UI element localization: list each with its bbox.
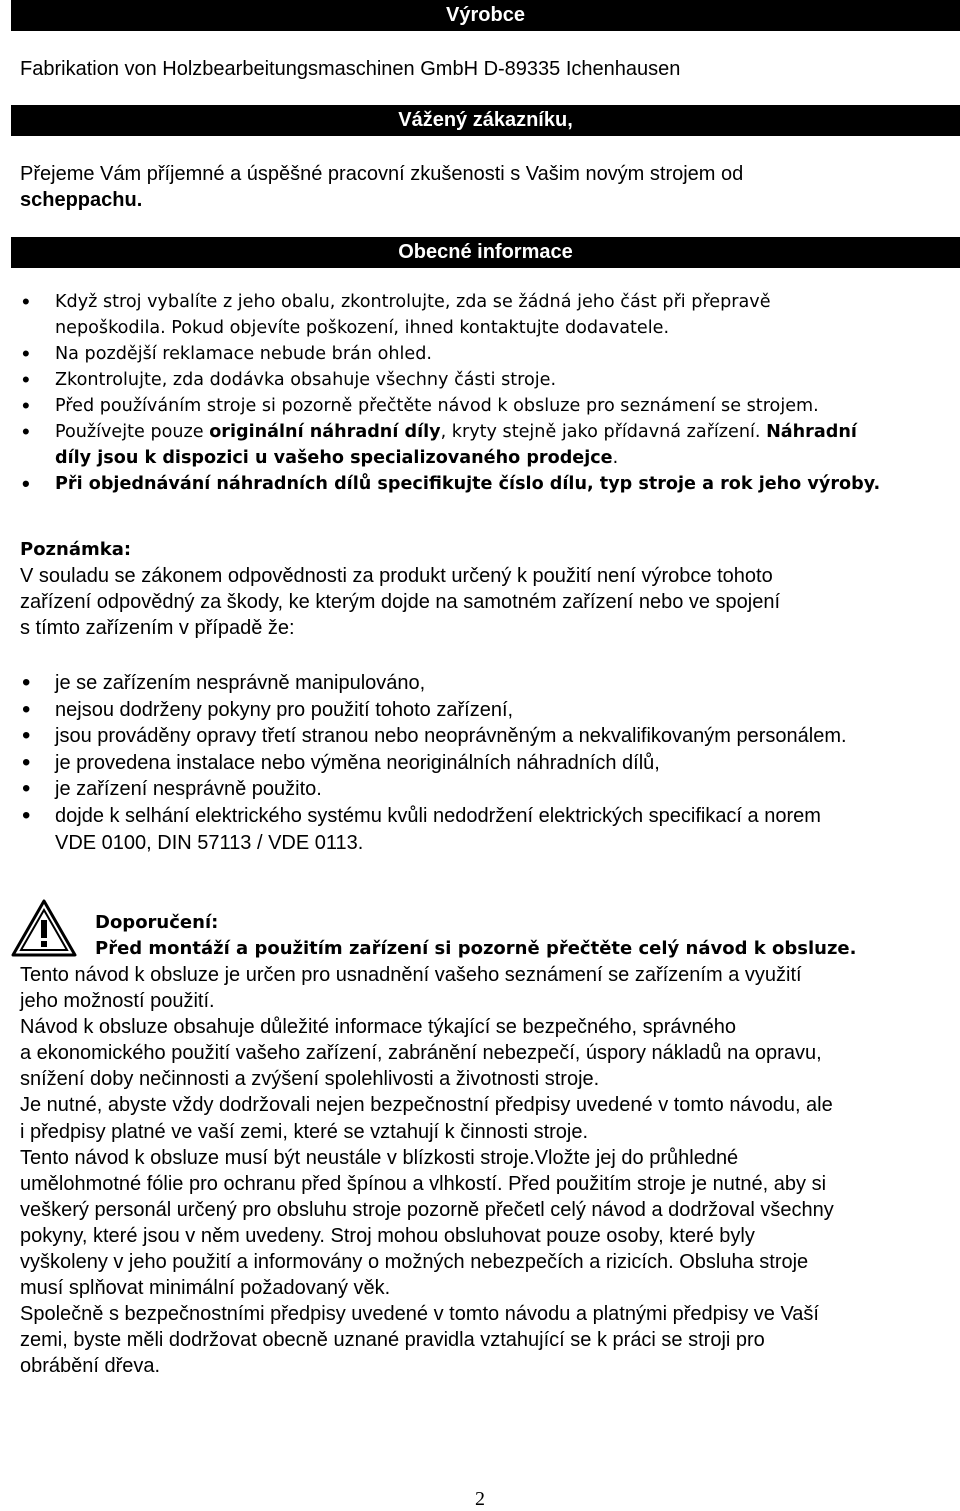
note-line-3: s tímto zařízením v případě že: [20, 617, 295, 639]
recommendation-heading: Doporučení: [95, 912, 219, 933]
body-line: pokyny, které jsou v něm uvedeny. Stroj mohou obsluhovat pouze osoby, které byly [20, 1224, 755, 1247]
body-line: musí splňovat minimální požadovaný věk. [20, 1277, 391, 1300]
list-item-text: Zkontrolujte, zda dodávka obsahuje všechny části stroje. [55, 370, 557, 390]
body-line: a ekonomického použití vašeho zařízení, zabránění nebezpečí, úspory nákladů na opravu, [20, 1042, 822, 1065]
list-item-text: VDE 0100, DIN 57113 / VDE 0113. [55, 831, 364, 854]
list-item: • nejsou dodrženy pokyny pro použití tohoto zařízení, [20, 697, 952, 724]
list-item [20, 367, 952, 393]
section-heading-general: Obecné informace [11, 237, 960, 268]
greeting-line-2: scheppachu. [20, 189, 143, 211]
list-item-text: Když stroj vybalíte z jeho obalu, zkontrolujte, zda se žádná jeho část při přepravě [55, 292, 771, 312]
page-number: 2 [475, 1488, 485, 1510]
list-item-text: , kryty stejně jako přídavná zařízení. [440, 422, 767, 442]
body-line: i předpisy platné ve vaší zemi, které se vztahují k činnosti stroje. [20, 1120, 589, 1143]
general-info-list [20, 289, 952, 497]
note-line-2: zařízení odpovědný za škody, ke kterým dojde na samotném zařízení nebo ve spojení [20, 591, 781, 613]
manufacturer-text: Fabrikation von Holzbearbeitungsmaschinen GmbH D-89335 Ichenhausen [20, 58, 681, 80]
list-item [20, 341, 952, 367]
note-line-1: V souladu se zákonem odpovědnosti za produkt určený k použití není výrobce tohoto [20, 565, 773, 587]
list-item-text: Na pozdější reklamace nebude brán ohled. [55, 344, 432, 364]
warning-triangle-icon [10, 898, 78, 958]
list-item-emphasis: díly jsou k dispozici u vašeho specializovaného prodejce [55, 448, 613, 468]
body-line: Návod k obsluze obsahuje důležité informace týkající se bezpečného, správného [20, 1016, 736, 1039]
body-line: snížení doby nečinnosti a zvýšení spolehlivosti a životnosti stroje. [20, 1068, 600, 1091]
section-heading-manufacturer: Výrobce [11, 0, 960, 31]
list-item: • je se zařízením nesprávně manipulováno, [20, 670, 952, 697]
list-item-emphasis: originální náhradní díly [209, 422, 441, 442]
greeting-line-1: Přejeme Vám příjemné a úspěšné pracovní zkušenosti s Vašim novým strojem od [20, 163, 744, 185]
list-item [20, 419, 952, 471]
list-item-text: . [612, 448, 619, 468]
body-line: obrábění dřeva. [20, 1355, 161, 1378]
list-item: • je provedena instalace nebo výměna neoriginálních náhradních dílů, [20, 750, 952, 777]
section-heading-greeting: Vážený zákazníku, [11, 105, 960, 136]
list-item-text: Před používáním stroje si pozorně přečtěte návod k obsluze pro seznámení se strojem. [55, 396, 819, 416]
list-item [20, 803, 952, 856]
list-item-text: Používejte pouze [55, 422, 210, 442]
list-item: • jsou prováděny opravy třetí stranou nebo neoprávněným a nekvalifikovaným personálem. [20, 723, 952, 750]
body-line: umělohmotné fólie pro ochranu před špínou a vlhkostí. Před použitím stroje je nutné, aby si [20, 1172, 827, 1195]
list-item [20, 471, 952, 497]
liability-exclusions-list [20, 670, 952, 856]
body-line: vyškoleny v jeho použití a informovány o možných nebezpečích a rizicích. Obsluha stroje [20, 1251, 809, 1274]
list-item-emphasis: Náhradní [766, 422, 857, 442]
body-line: jeho možností použití. [20, 990, 215, 1013]
body-line: Společně s bezpečnostními předpisy uvedené v tomto návodu a platnými předpisy ve Vaší [20, 1303, 819, 1326]
body-line: veškerý personál určený pro obsluhu stroje pozorně přečetl celý návod a dodržoval všechny [20, 1198, 834, 1221]
list-item-text: Při objednávání náhradních dílů specifikujte číslo dílu, typ stroje a rok jeho výroby. [55, 474, 881, 494]
body-line: zemi, byste měli dodržovat obecně uznané pravidla vztahující se k práci se stroji pro [20, 1329, 765, 1352]
body-line: Tento návod k obsluze je určen pro usnadnění vašeho seznámení se zařízením a využití [20, 964, 802, 986]
body-line: Je nutné, abyste vždy dodržovali nejen bezpečnostní předpisy uvedené v tomto návodu, ale [20, 1094, 833, 1117]
list-item [20, 289, 952, 341]
note-heading: Poznámka: [20, 539, 132, 560]
recommendation-subheading: Před montáží a použitím zařízení si pozorně přečtěte celý návod k obsluze. [95, 938, 857, 959]
list-item [20, 393, 952, 419]
recommendation-body [20, 962, 834, 1380]
list-item-text: nepoškodila. Pokud objevíte poškození, ihned kontaktujte dodavatele. [55, 318, 670, 338]
list-item-text: dojde k selhání elektrického systému kvůli nedodržení elektrických specifikací a norem [55, 804, 821, 827]
body-line: Tento návod k obsluze musí být neustále v blízkosti stroje.Vložte jej do průhledné [20, 1146, 739, 1169]
list-item: • je zařízení nesprávně použito. [20, 776, 952, 803]
